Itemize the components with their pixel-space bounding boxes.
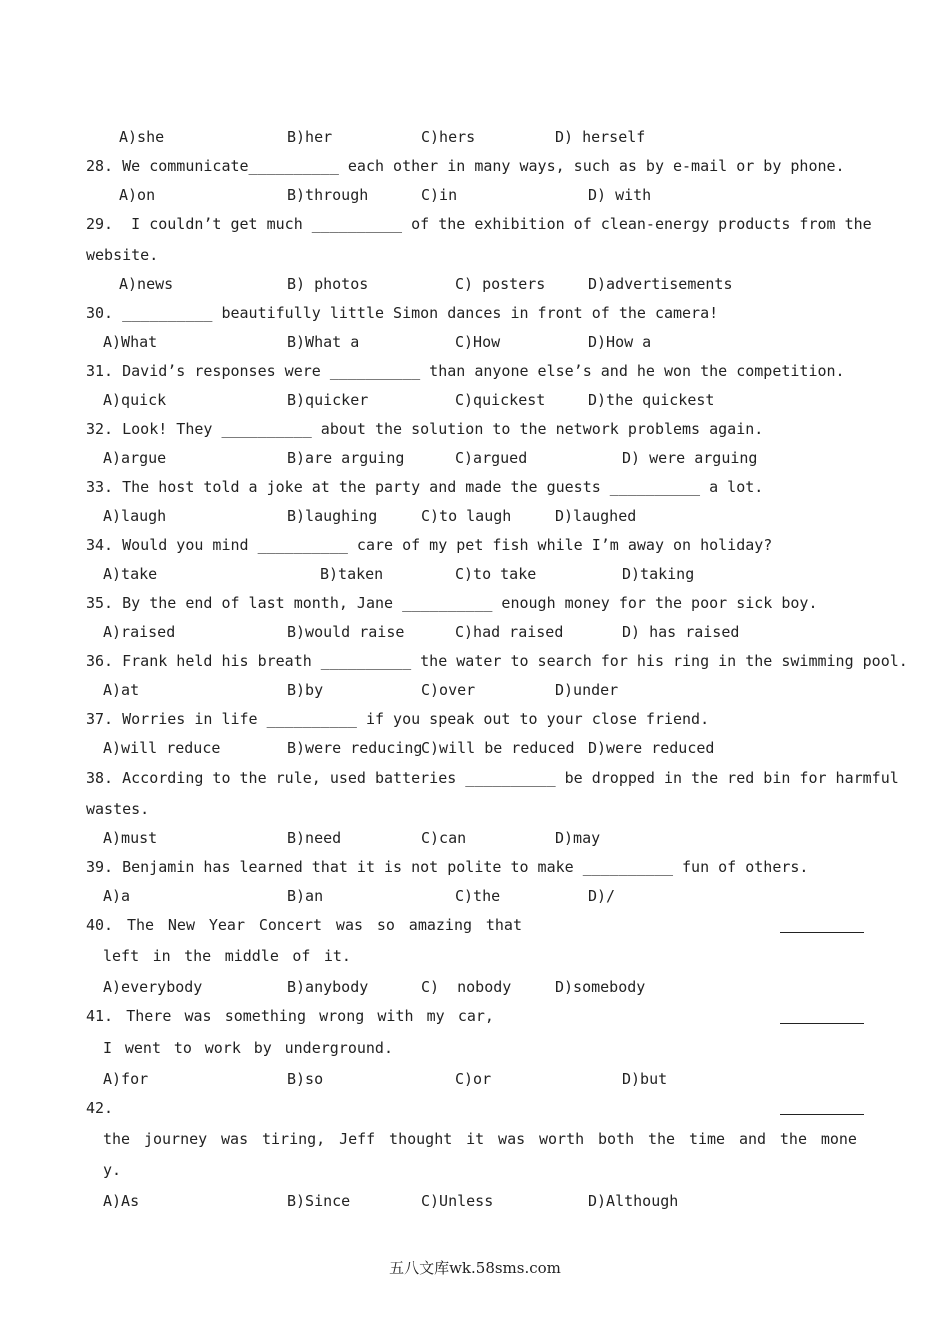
option-c: C)will be reduced <box>421 739 575 757</box>
option-a: A)she <box>119 128 165 146</box>
option-a: A)argue <box>103 449 167 467</box>
word: my <box>426 1007 445 1025</box>
word: 41. <box>86 1007 114 1025</box>
option-d: D)taking <box>622 565 695 583</box>
option-c: C)Unless <box>421 1192 494 1210</box>
question-40-stem-continued <box>103 946 351 966</box>
option-b: B)so <box>287 1070 324 1088</box>
question-40-stem <box>86 915 522 935</box>
option-d: D)but <box>622 1070 668 1088</box>
option-d: D)the quickest <box>588 391 715 409</box>
word: was <box>335 916 364 934</box>
option-b: B)quicker <box>287 391 369 409</box>
option-c: C)hers <box>421 128 476 146</box>
question-34-stem: 34. Would you mind __________ care of my pet fish while I’m away on holiday? <box>86 536 773 554</box>
word: left <box>103 947 140 965</box>
word: the <box>648 1130 676 1148</box>
option-d: D)How a <box>588 333 652 351</box>
option-c: C)quickest <box>455 391 546 409</box>
option-d: D)may <box>555 829 601 847</box>
option-a: A)laugh <box>103 507 167 525</box>
option-b: B)her <box>287 128 333 146</box>
option-d: D) herself <box>555 128 646 146</box>
word: 40. <box>86 916 114 934</box>
option-d: D) has raised <box>622 623 740 641</box>
footer-watermark: 五八文库wk.58sms.com <box>389 1259 561 1277</box>
question-29-stem: 29. I couldn’t get much __________ of the exhibition of clean-energy products from the <box>86 215 872 233</box>
option-a: A)for <box>103 1070 149 1088</box>
option-a: A)raised <box>103 623 176 641</box>
word: with <box>377 1007 414 1025</box>
option-d: D)advertisements <box>588 275 733 293</box>
word: The <box>126 916 155 934</box>
option-a: A)at <box>103 681 140 699</box>
word: both <box>598 1130 635 1148</box>
option-c: C)the <box>455 887 501 905</box>
answer-blank <box>780 932 864 933</box>
option-a: A)As <box>103 1192 140 1210</box>
option-d: D)under <box>555 681 619 699</box>
word: and <box>738 1130 767 1148</box>
word: something <box>224 1007 306 1025</box>
word: Concert <box>258 916 323 934</box>
word: was <box>184 1007 212 1025</box>
option-b: B)need <box>287 829 342 847</box>
option-d: D)were reduced <box>588 739 715 757</box>
option-b: B)would raise <box>287 623 405 641</box>
question-28-stem: 28. We communicate__________ each other in many ways, such as by e-mail or by phone. <box>86 157 845 175</box>
word: time <box>688 1130 726 1148</box>
option-c: C)or <box>455 1070 492 1088</box>
option-b: B)an <box>287 887 324 905</box>
option-c: C)How <box>455 333 501 351</box>
option-b: B)were reducing <box>287 739 423 757</box>
word: underground. <box>284 1039 393 1057</box>
option-b: B)Since <box>287 1192 351 1210</box>
option-a: A)news <box>119 275 174 293</box>
question-30-stem: 30. __________ beautifully little Simon dances in front of the camera! <box>86 304 719 322</box>
word: to <box>173 1039 192 1057</box>
option-b: B)taken <box>320 565 384 583</box>
option-b: B)anybody <box>287 978 369 996</box>
question-38-stem: 38. According to the rule, used batteries __________ be dropped in the red bin for harmful <box>86 769 899 787</box>
question-42-stem-continued: y. <box>103 1161 122 1179</box>
question-41-stem <box>86 1006 494 1026</box>
question-41-stem-continued <box>103 1038 393 1058</box>
word: it <box>466 1130 485 1148</box>
option-a: A)must <box>103 829 158 847</box>
question-38-stem-continued: wastes. <box>86 800 150 818</box>
word: journey <box>143 1130 208 1148</box>
option-d: D)/ <box>588 887 616 905</box>
option-d: D)laughed <box>555 507 637 525</box>
question-31-stem: 31. David’s responses were __________ than anyone else’s and he won the competition. <box>86 362 845 380</box>
option-a: A)take <box>103 565 158 583</box>
option-c: C)argued <box>455 449 528 467</box>
question-37-stem: 37. Worries in life __________ if you speak out to your close friend. <box>86 710 710 728</box>
option-a: A)quick <box>103 391 167 409</box>
option-c: C)had raised <box>455 623 564 641</box>
option-b: B)laughing <box>287 507 378 525</box>
word: by <box>253 1039 272 1057</box>
option-b: B) photos <box>287 275 369 293</box>
word: tiring, <box>261 1130 326 1148</box>
answer-blank <box>780 1023 864 1024</box>
question-35-stem: 35. By the end of last month, Jane __________ enough money for the poor sick boy. <box>86 594 818 612</box>
option-d: D) were arguing <box>622 449 758 467</box>
word: was <box>221 1130 249 1148</box>
option-b: B)by <box>287 681 324 699</box>
word: middle <box>224 947 279 965</box>
question-42-number: 42. <box>86 1099 114 1117</box>
answer-blank <box>780 1114 864 1115</box>
question-29-stem-continued: website. <box>86 246 159 264</box>
word: the <box>184 947 212 965</box>
word: car, <box>457 1007 494 1025</box>
word: thought <box>389 1130 453 1148</box>
word: so <box>376 916 395 934</box>
option-d: D) with <box>588 186 652 204</box>
word: that <box>485 916 522 934</box>
option-b: B)through <box>287 186 369 204</box>
word: Year <box>208 916 245 934</box>
question-36-stem: 36. Frank held his breath __________ the water to search for his ring in the swimming pool. <box>86 652 908 670</box>
word: mone <box>820 1130 857 1148</box>
word: worth <box>539 1130 585 1148</box>
option-c: C)to take <box>455 565 537 583</box>
word: was <box>498 1130 526 1148</box>
option-c: C) nobody <box>421 978 512 996</box>
word: went <box>124 1039 161 1057</box>
word: wrong <box>319 1007 365 1025</box>
word: in <box>152 947 171 965</box>
option-d: D)Although <box>588 1192 679 1210</box>
word: I <box>103 1039 113 1057</box>
question-39-stem: 39. Benjamin has learned that it is not polite to make __________ fun of others. <box>86 858 809 876</box>
option-c: C) posters <box>455 275 546 293</box>
option-c: C)over <box>421 681 476 699</box>
option-b: B)are arguing <box>287 449 405 467</box>
option-c: C)can <box>421 829 467 847</box>
word: the <box>779 1130 807 1148</box>
option-a: A)a <box>103 887 131 905</box>
word: New <box>167 916 195 934</box>
word: the <box>103 1130 131 1148</box>
option-a: A)will reduce <box>103 739 221 757</box>
word: There <box>126 1007 172 1025</box>
option-c: C)to laugh <box>421 507 512 525</box>
option-b: B)What a <box>287 333 360 351</box>
option-a: A)What <box>103 333 158 351</box>
option-c: C)in <box>421 186 458 204</box>
word: of <box>292 947 311 965</box>
question-33-stem: 33. The host told a joke at the party and made the guests __________ a lot. <box>86 478 764 496</box>
question-42-stem <box>103 1129 857 1149</box>
option-a: A)on <box>119 186 156 204</box>
word: amazing <box>408 916 473 934</box>
word: Jeff <box>339 1130 376 1148</box>
word: it. <box>323 947 351 965</box>
option-d: D)somebody <box>555 978 646 996</box>
word: work <box>204 1039 241 1057</box>
question-32-stem: 32. Look! They __________ about the solution to the network problems again. <box>86 420 764 438</box>
option-a: A)everybody <box>103 978 203 996</box>
